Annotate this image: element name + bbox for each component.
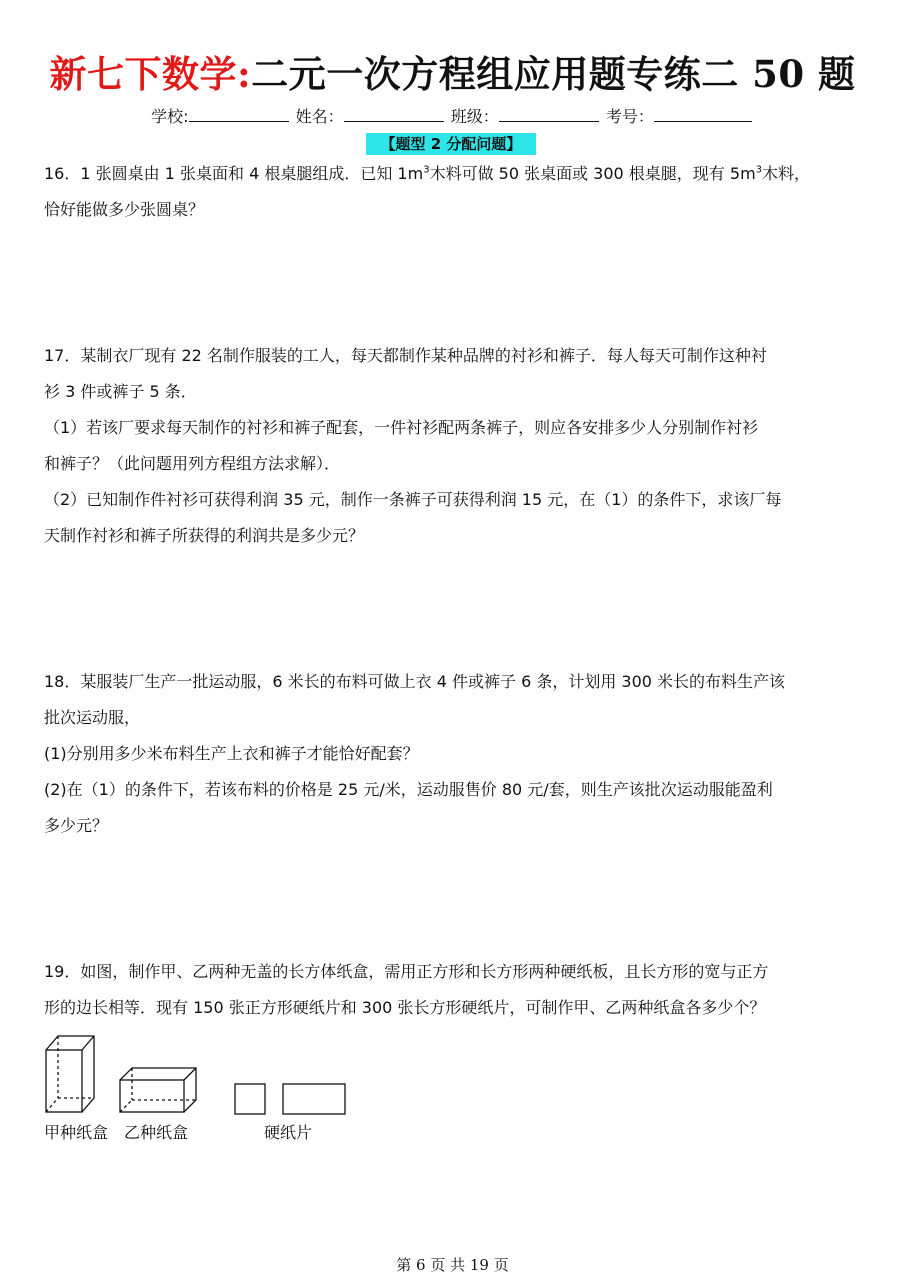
class-field[interactable]: [499, 107, 599, 122]
q17-line-4: 和裤子？（此问题用列方程组方法求解）．: [44, 454, 341, 473]
student-info-row: [0, 104, 905, 127]
q16-text-a: 16．1 张圆桌由 1 张桌面和 4 根桌腿组成．已知 1m: [44, 164, 424, 183]
q19-line-1: 19．如图，制作甲、乙两种无盖的长方体纸盒，需用正方形和长方形两种硬纸板，且长方形的宽与正方: [44, 962, 769, 981]
card-label: 硬纸片: [264, 1123, 313, 1142]
box-a-drawing: [46, 1036, 94, 1112]
exam-no-field[interactable]: [654, 107, 752, 122]
q18-line-2: 批次运动服，: [44, 708, 141, 727]
box-figure: [40, 1030, 360, 1120]
box-b-drawing: [120, 1068, 196, 1112]
class-label: 班级：: [450, 107, 499, 126]
q18-line-3: (1)分别用多少米布料生产上衣和裤子才能恰好配套？: [44, 744, 419, 763]
q16-text-c: 木料，: [762, 164, 811, 183]
question-17: [44, 338, 864, 554]
q18-line-5: 多少元？: [44, 816, 109, 835]
school-field[interactable]: [189, 107, 289, 122]
rectangle-card-drawing: [283, 1084, 345, 1114]
q17-line-5: （2）已知制作件衬衫可获得利润 35 元，制作一条裤子可获得利润 15 元，在（1）的条件下，求该厂每: [44, 490, 782, 509]
q18-line-1: 18．某服装厂生产一批运动服，6 米长的布料可做上衣 4 件或裤子 6 条，计划用 300 米长的布料生产该: [44, 672, 786, 691]
q18-line-4: (2)在（1）的条件下，若该布料的价格是 25 元/米，运动服售价 80 元/套，则生产该批次运动服能盈利: [44, 780, 773, 799]
exam-no-label: 考号：: [605, 107, 654, 126]
box-a-label: 甲种纸盒: [44, 1123, 109, 1142]
name-label: 姓名：: [295, 107, 344, 126]
title-black-part: 二元一次方程组应用题专练二 50 题: [251, 52, 856, 96]
question-19: [44, 954, 864, 1026]
q16-line-1: [44, 156, 864, 192]
name-field[interactable]: [344, 107, 444, 122]
q17-line-2: 衫 3 件或裤子 5 条．: [44, 382, 197, 401]
q17-line-3: （1）若该厂要求每天制作的衬衫和裤子配套，一件衬衫配两条裤子，则应各安排多少人分别制作衬衫: [44, 418, 759, 437]
q16-text-b: 木料可做 50 张桌面或 300 根桌腿，现有 5m: [429, 164, 756, 183]
q16-sup-2: 3: [755, 164, 763, 176]
q19-line-2: 形的边长相等．现有 150 张正方形硬纸片和 300 张长方形硬纸片，可制作甲、乙两种纸盒各多少个？: [44, 998, 766, 1017]
title-red-part: 新七下数学:: [49, 52, 252, 96]
q16-line-2: 恰好能做多少张圆桌？: [44, 200, 205, 219]
question-16: [44, 156, 864, 228]
school-label: 学校:: [151, 107, 189, 126]
box-b-label: 乙种纸盒: [124, 1123, 189, 1142]
page-title: [0, 44, 905, 98]
question-18: [44, 664, 864, 844]
section-label: 【题型 2 分配问题】: [366, 133, 536, 155]
q17-line-6: 天制作衬衫和裤子所获得的利润共是多少元？: [44, 526, 365, 545]
q17-line-1: 17．某制衣厂现有 22 名制作服装的工人，每天都制作某种品牌的衬衫和裤子．每人每天可制作这种衬: [44, 346, 767, 365]
q16-sup-1: 3: [423, 164, 430, 176]
page-footer: 第 6 页 共 19 页: [396, 1256, 509, 1274]
square-card-drawing: [235, 1084, 265, 1114]
